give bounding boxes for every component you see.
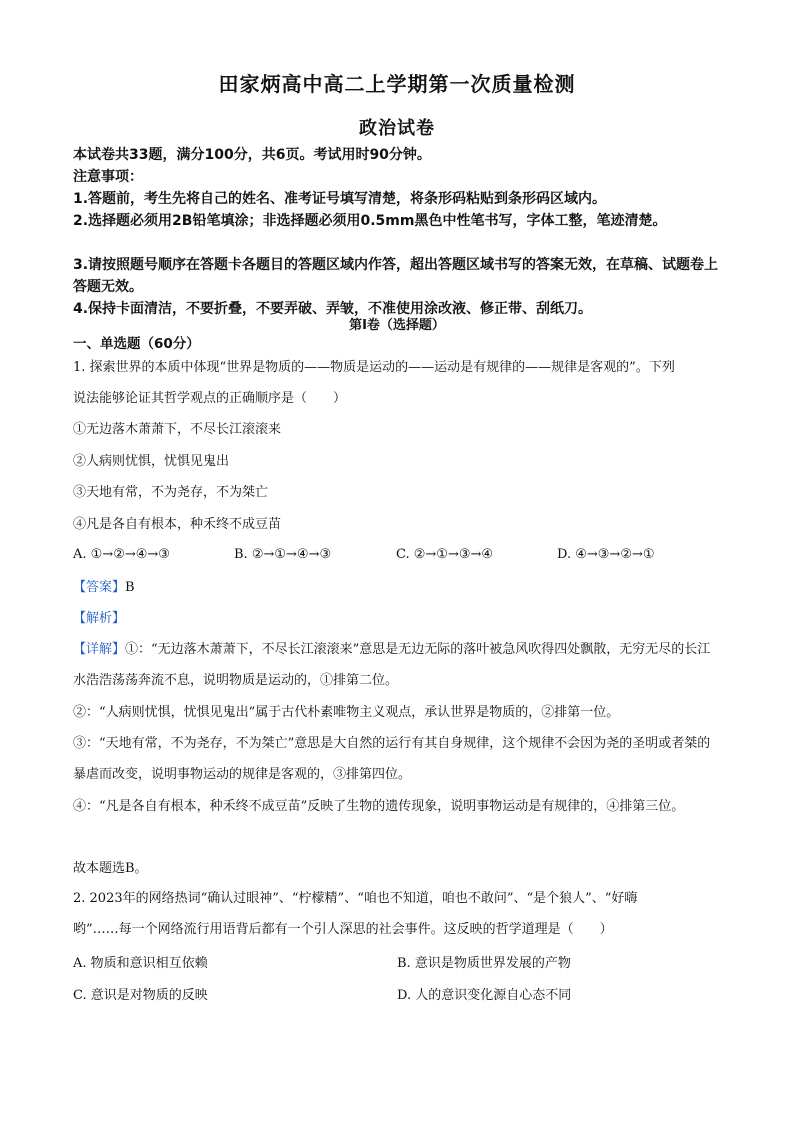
exam-subject: 政治试卷 [359, 118, 435, 139]
question-stem: 1. 探索世界的本质中体现“世界是物质的——物质是运动的——运动是有规律的——规律是客观的”。下列 [73, 360, 675, 375]
answer-line [73, 572, 723, 603]
conclusion: 故本题选B。 [73, 861, 148, 876]
instruction-item: 1.答题前，考生先将自己的姓名、准考证号填写清楚，将条形码粘贴到条形码区域内。 [73, 191, 607, 207]
analysis-tag: 【解析】 [73, 611, 126, 626]
option-b: B. ②→①→④→③ [234, 547, 332, 562]
notes-heading: 注意事项： [73, 169, 143, 185]
answer-value: B [125, 580, 135, 595]
option-b: B. 意识是物质世界发展的产物 [397, 956, 571, 971]
option-c: C. ②→①→③→④ [396, 547, 494, 562]
question-stem: 说法能够论证其哲学观点的正确顺序是（ ） [73, 391, 347, 406]
statement: ②人病则忧惧，忧惧见鬼出 [73, 454, 230, 469]
detail-tag: 【详解】 [73, 642, 126, 657]
statement: ④凡是各自有根本，种禾终不成豆苗 [73, 517, 282, 532]
option-d: D. 人的意识变化源自心态不同 [397, 988, 572, 1003]
question-stem: 2. 2023年的网络热词“确认过眼神”、“柠檬精”、“咱也不知道，咱也不敢问”、“是个狼人”、“好嗨 [73, 891, 638, 906]
exam-title: 田家炳高中高二上学期第一次质量检测 [218, 72, 576, 96]
instruction-item: 4.保持卡面清洁，不要折叠，不要弄破、弄皱，不准使用涂改液、修正带、刮纸刀。 [73, 301, 593, 317]
part-title: 第Ⅰ卷（选择题） [349, 318, 445, 333]
instruction-item: 3.请按照题号顺序在答题卡各题目的答题区域内作答，超出答题区域书写的答案无效，在草稿、试题卷上答题无效。 [73, 257, 719, 295]
exam-summary: 本试卷共33题，满分100分，共6页。考试用时90分钟。 [73, 147, 431, 163]
instruction-item: 2.选择题必须用2B铅笔填涂；非选择题必须用0.5mm黑色中性笔书写，字体工整，笔迹清楚。 [73, 213, 667, 229]
detail-paragraph: ④：“凡是各自有根本，种禾终不成豆苗”反映了生物的遗传现象，说明事物运动是有规律的，④排第三位。 [73, 799, 685, 814]
detail-paragraph [73, 634, 723, 696]
option-d: D. ④→③→②→① [557, 547, 655, 562]
detail-text: ①：“无边落木萧萧下，不尽长江滚滚来”意思是无边无际的落叶被急风吹得四处飘散，无穷无尽的长江水浩浩荡荡奔流不息，说明物质是运动的，①排第二位。 [73, 642, 711, 688]
option-c: C. 意识是对物质的反映 [73, 988, 208, 1003]
detail-paragraph: ③：“天地有常，不为尧存，不为桀亡”意思是大自然的运行有其自身规律，这个规律不会因为尧的圣明或者桀的暴虐而改变，说明事物运动的规律是客观的，③排第四位。 [73, 736, 711, 782]
option-a: A. ①→②→④→③ [73, 547, 170, 562]
detail-paragraph: ②：“人病则忧惧，忧惧见鬼出”属于古代朴素唯物主义观点，承认世界是物质的，②排第一位。 [73, 705, 620, 720]
question-stem: 哟”……每一个网络流行用语背后都有一个引人深思的社会事件。这反映的哲学道理是（ ） [73, 922, 613, 937]
statement: ③天地有常，不为尧存，不为桀亡 [73, 485, 269, 500]
section-title: 一、单选题（60分） [73, 336, 200, 352]
statement: ①无边落木萧萧下，不尽长江滚滚来 [73, 422, 282, 437]
option-a: A. 物质和意识相互依赖 [73, 956, 208, 971]
answer-tag: 【答案】 [73, 580, 126, 595]
